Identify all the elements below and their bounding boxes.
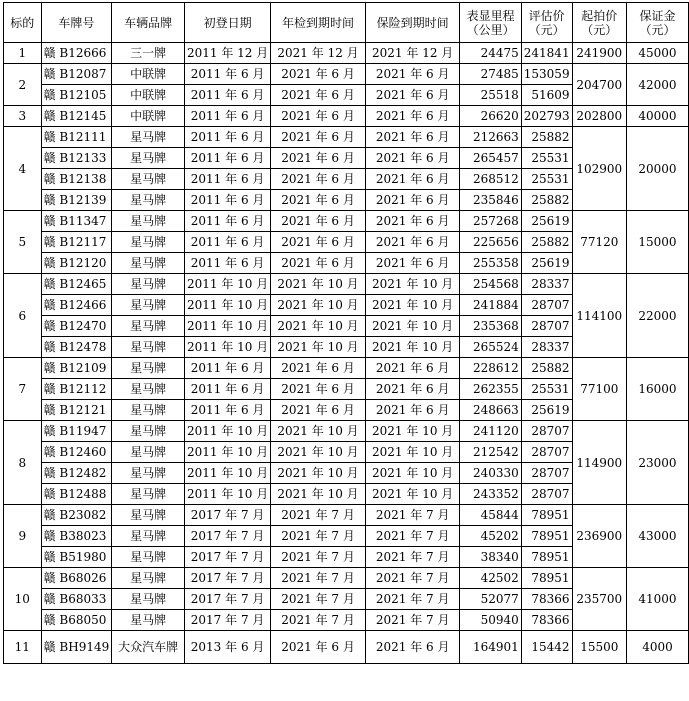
cell-plate: 赣 B12138 — [41, 169, 112, 190]
cell-inspection-due: 2021 年 6 月 — [271, 400, 366, 421]
cell-inspection-due: 2021 年 7 月 — [271, 547, 366, 568]
cell-deposit: 45000 — [626, 43, 688, 64]
cell-inspection-due: 2021 年 6 月 — [271, 631, 366, 664]
cell-estimate: 51609 — [521, 85, 572, 106]
cell-insurance-due: 2021 年 6 月 — [365, 106, 460, 127]
cell-mileage: 42502 — [460, 568, 521, 589]
cell-insurance-due: 2021 年 7 月 — [365, 526, 460, 547]
cell-lot-number: 4 — [4, 127, 42, 211]
header-brand: 车辆品牌 — [112, 3, 185, 43]
cell-lot-number: 1 — [4, 43, 42, 64]
cell-plate: 赣 B12105 — [41, 85, 112, 106]
cell-insurance-due: 2021 年 7 月 — [365, 568, 460, 589]
cell-mileage: 27485 — [460, 64, 521, 85]
header-insurance-due: 保险到期时间 — [365, 3, 460, 43]
cell-brand: 星马牌 — [112, 463, 185, 484]
cell-mileage: 235846 — [460, 190, 521, 211]
cell-brand: 星马牌 — [112, 211, 185, 232]
cell-brand: 星马牌 — [112, 400, 185, 421]
cell-mileage: 241120 — [460, 421, 521, 442]
cell-insurance-due: 2021 年 10 月 — [365, 463, 460, 484]
cell-mileage: 254568 — [460, 274, 521, 295]
cell-brand: 星马牌 — [112, 190, 185, 211]
cell-start-price: 77100 — [572, 358, 626, 421]
cell-registration-date: 2011 年 6 月 — [184, 148, 270, 169]
cell-estimate: 25882 — [521, 232, 572, 253]
cell-inspection-due: 2021 年 7 月 — [271, 526, 366, 547]
cell-brand: 星马牌 — [112, 610, 185, 631]
table-row — [4, 631, 689, 664]
cell-estimate: 25619 — [521, 400, 572, 421]
cell-registration-date: 2011 年 10 月 — [184, 421, 270, 442]
cell-insurance-due: 2021 年 6 月 — [365, 253, 460, 274]
cell-insurance-due: 2021 年 6 月 — [365, 631, 460, 664]
cell-lot-number: 2 — [4, 64, 42, 106]
cell-brand: 星马牌 — [112, 295, 185, 316]
table-row — [4, 421, 689, 442]
cell-mileage: 228612 — [460, 358, 521, 379]
cell-insurance-due: 2021 年 6 月 — [365, 127, 460, 148]
cell-estimate: 78951 — [521, 568, 572, 589]
cell-mileage: 255358 — [460, 253, 521, 274]
cell-brand: 星马牌 — [112, 316, 185, 337]
cell-insurance-due: 2021 年 10 月 — [365, 316, 460, 337]
cell-brand: 星马牌 — [112, 232, 185, 253]
cell-inspection-due: 2021 年 10 月 — [271, 295, 366, 316]
cell-brand: 星马牌 — [112, 127, 185, 148]
cell-inspection-due: 2021 年 6 月 — [271, 379, 366, 400]
cell-plate: 赣 B51980 — [41, 547, 112, 568]
cell-estimate: 28707 — [521, 316, 572, 337]
cell-mileage: 212663 — [460, 127, 521, 148]
cell-registration-date: 2011 年 6 月 — [184, 232, 270, 253]
cell-lot-number: 9 — [4, 505, 42, 568]
cell-registration-date: 2011 年 6 月 — [184, 211, 270, 232]
cell-insurance-due: 2021 年 7 月 — [365, 547, 460, 568]
cell-start-price: 114100 — [572, 274, 626, 358]
cell-deposit: 43000 — [626, 505, 688, 568]
cell-brand: 星马牌 — [112, 484, 185, 505]
cell-estimate: 25882 — [521, 127, 572, 148]
cell-insurance-due: 2021 年 6 月 — [365, 169, 460, 190]
cell-inspection-due: 2021 年 7 月 — [271, 568, 366, 589]
header-plate: 车牌号 — [41, 3, 112, 43]
cell-plate: 赣 B11347 — [41, 211, 112, 232]
cell-inspection-due: 2021 年 12 月 — [271, 43, 366, 64]
cell-brand: 星马牌 — [112, 358, 185, 379]
cell-mileage: 243352 — [460, 484, 521, 505]
cell-brand: 星马牌 — [112, 253, 185, 274]
cell-plate: 赣 B12465 — [41, 274, 112, 295]
cell-inspection-due: 2021 年 6 月 — [271, 358, 366, 379]
cell-mileage: 265457 — [460, 148, 521, 169]
cell-brand: 星马牌 — [112, 379, 185, 400]
cell-deposit: 15000 — [626, 211, 688, 274]
cell-inspection-due: 2021 年 6 月 — [271, 232, 366, 253]
cell-lot-number: 6 — [4, 274, 42, 358]
cell-estimate: 28337 — [521, 274, 572, 295]
cell-brand: 中联牌 — [112, 106, 185, 127]
table-row — [4, 106, 689, 127]
cell-registration-date: 2011 年 10 月 — [184, 463, 270, 484]
cell-deposit: 16000 — [626, 358, 688, 421]
table-row — [4, 505, 689, 526]
cell-deposit: 41000 — [626, 568, 688, 631]
cell-registration-date: 2017 年 7 月 — [184, 505, 270, 526]
cell-lot-number: 3 — [4, 106, 42, 127]
cell-insurance-due: 2021 年 10 月 — [365, 274, 460, 295]
cell-registration-date: 2011 年 6 月 — [184, 127, 270, 148]
cell-estimate: 28707 — [521, 421, 572, 442]
cell-plate: 赣 B12087 — [41, 64, 112, 85]
cell-start-price: 202800 — [572, 106, 626, 127]
cell-deposit: 42000 — [626, 64, 688, 106]
cell-lot-number: 11 — [4, 631, 42, 664]
cell-estimate: 25531 — [521, 148, 572, 169]
cell-plate: 赣 B68050 — [41, 610, 112, 631]
cell-brand: 星马牌 — [112, 526, 185, 547]
auction-lot-table — [3, 2, 689, 664]
cell-registration-date: 2011 年 6 月 — [184, 169, 270, 190]
cell-start-price: 236900 — [572, 505, 626, 568]
cell-plate: 赣 B12666 — [41, 43, 112, 64]
cell-plate: 赣 B68026 — [41, 568, 112, 589]
cell-mileage: 225656 — [460, 232, 521, 253]
cell-insurance-due: 2021 年 6 月 — [365, 232, 460, 253]
cell-insurance-due: 2021 年 10 月 — [365, 295, 460, 316]
cell-registration-date: 2017 年 7 月 — [184, 526, 270, 547]
cell-deposit: 20000 — [626, 127, 688, 211]
cell-estimate: 15442 — [521, 631, 572, 664]
cell-plate: 赣 B12111 — [41, 127, 112, 148]
cell-start-price: 77120 — [572, 211, 626, 274]
cell-registration-date: 2011 年 6 月 — [184, 358, 270, 379]
cell-estimate: 241841 — [521, 43, 572, 64]
cell-mileage: 248663 — [460, 400, 521, 421]
cell-mileage: 164901 — [460, 631, 521, 664]
cell-registration-date: 2011 年 6 月 — [184, 64, 270, 85]
cell-insurance-due: 2021 年 7 月 — [365, 505, 460, 526]
cell-insurance-due: 2021 年 12 月 — [365, 43, 460, 64]
cell-plate: 赣 B12139 — [41, 190, 112, 211]
cell-lot-number: 5 — [4, 211, 42, 274]
cell-mileage: 268512 — [460, 169, 521, 190]
header-inspection-due: 年检到期时间 — [271, 3, 366, 43]
cell-mileage: 265524 — [460, 337, 521, 358]
cell-estimate: 25619 — [521, 253, 572, 274]
cell-mileage: 50940 — [460, 610, 521, 631]
cell-inspection-due: 2021 年 10 月 — [271, 316, 366, 337]
cell-brand: 中联牌 — [112, 64, 185, 85]
cell-estimate: 25882 — [521, 358, 572, 379]
cell-mileage: 52077 — [460, 589, 521, 610]
cell-mileage: 257268 — [460, 211, 521, 232]
cell-mileage: 241884 — [460, 295, 521, 316]
table-body — [4, 43, 689, 664]
cell-registration-date: 2017 年 7 月 — [184, 610, 270, 631]
cell-inspection-due: 2021 年 10 月 — [271, 484, 366, 505]
cell-registration-date: 2011 年 6 月 — [184, 190, 270, 211]
cell-plate: 赣 B38023 — [41, 526, 112, 547]
cell-brand: 星马牌 — [112, 148, 185, 169]
cell-insurance-due: 2021 年 10 月 — [365, 442, 460, 463]
cell-registration-date: 2011 年 6 月 — [184, 379, 270, 400]
cell-insurance-due: 2021 年 7 月 — [365, 589, 460, 610]
cell-insurance-due: 2021 年 6 月 — [365, 148, 460, 169]
cell-insurance-due: 2021 年 7 月 — [365, 610, 460, 631]
cell-insurance-due: 2021 年 6 月 — [365, 64, 460, 85]
cell-plate: 赣 B12488 — [41, 484, 112, 505]
cell-brand: 中联牌 — [112, 85, 185, 106]
cell-estimate: 78951 — [521, 505, 572, 526]
cell-deposit: 22000 — [626, 274, 688, 358]
cell-mileage: 240330 — [460, 463, 521, 484]
cell-mileage: 45844 — [460, 505, 521, 526]
cell-registration-date: 2011 年 10 月 — [184, 337, 270, 358]
cell-insurance-due: 2021 年 6 月 — [365, 379, 460, 400]
cell-plate: 赣 B23082 — [41, 505, 112, 526]
cell-registration-date: 2011 年 6 月 — [184, 85, 270, 106]
table-row — [4, 568, 689, 589]
cell-deposit: 23000 — [626, 421, 688, 505]
cell-estimate: 25531 — [521, 379, 572, 400]
cell-registration-date: 2011 年 10 月 — [184, 484, 270, 505]
table-row — [4, 358, 689, 379]
cell-estimate: 202793 — [521, 106, 572, 127]
cell-estimate: 153059 — [521, 64, 572, 85]
cell-inspection-due: 2021 年 10 月 — [271, 463, 366, 484]
cell-estimate: 78951 — [521, 547, 572, 568]
cell-inspection-due: 2021 年 6 月 — [271, 64, 366, 85]
cell-plate: 赣 B12133 — [41, 148, 112, 169]
cell-mileage: 45202 — [460, 526, 521, 547]
cell-plate: 赣 B68033 — [41, 589, 112, 610]
cell-start-price: 102900 — [572, 127, 626, 211]
header-start-price: 起拍价（元） — [572, 3, 626, 43]
cell-estimate: 25531 — [521, 169, 572, 190]
cell-insurance-due: 2021 年 6 月 — [365, 190, 460, 211]
cell-inspection-due: 2021 年 7 月 — [271, 610, 366, 631]
table-row — [4, 43, 689, 64]
cell-registration-date: 2011 年 10 月 — [184, 274, 270, 295]
cell-brand: 星马牌 — [112, 568, 185, 589]
header-registration-date: 初登日期 — [184, 3, 270, 43]
cell-lot-number: 10 — [4, 568, 42, 631]
cell-inspection-due: 2021 年 7 月 — [271, 505, 366, 526]
cell-plate: 赣 B12482 — [41, 463, 112, 484]
cell-mileage: 235368 — [460, 316, 521, 337]
cell-estimate: 28707 — [521, 295, 572, 316]
cell-plate: 赣 BH9149 — [41, 631, 112, 664]
header-row — [4, 3, 689, 43]
cell-registration-date: 2017 年 7 月 — [184, 547, 270, 568]
header-lot: 标的 — [4, 3, 42, 43]
cell-plate: 赣 B12478 — [41, 337, 112, 358]
cell-brand: 三一牌 — [112, 43, 185, 64]
cell-registration-date: 2011 年 6 月 — [184, 253, 270, 274]
cell-inspection-due: 2021 年 10 月 — [271, 274, 366, 295]
cell-inspection-due: 2021 年 6 月 — [271, 169, 366, 190]
cell-estimate: 28707 — [521, 484, 572, 505]
cell-brand: 大众汽车牌 — [112, 631, 185, 664]
cell-plate: 赣 B12121 — [41, 400, 112, 421]
cell-registration-date: 2011 年 10 月 — [184, 442, 270, 463]
cell-estimate: 25882 — [521, 190, 572, 211]
cell-estimate: 28337 — [521, 337, 572, 358]
cell-registration-date: 2017 年 7 月 — [184, 568, 270, 589]
cell-mileage: 26620 — [460, 106, 521, 127]
cell-inspection-due: 2021 年 6 月 — [271, 106, 366, 127]
table-row — [4, 64, 689, 85]
cell-plate: 赣 B12460 — [41, 442, 112, 463]
cell-brand: 星马牌 — [112, 442, 185, 463]
cell-brand: 星马牌 — [112, 505, 185, 526]
cell-inspection-due: 2021 年 10 月 — [271, 442, 366, 463]
header-mileage: 表显里程（公里） — [460, 3, 521, 43]
cell-inspection-due: 2021 年 6 月 — [271, 148, 366, 169]
table-row — [4, 127, 689, 148]
cell-inspection-due: 2021 年 6 月 — [271, 190, 366, 211]
cell-inspection-due: 2021 年 10 月 — [271, 421, 366, 442]
table-row — [4, 274, 689, 295]
cell-registration-date: 2011 年 6 月 — [184, 400, 270, 421]
cell-insurance-due: 2021 年 6 月 — [365, 358, 460, 379]
cell-estimate: 28707 — [521, 442, 572, 463]
cell-insurance-due: 2021 年 10 月 — [365, 337, 460, 358]
cell-insurance-due: 2021 年 6 月 — [365, 85, 460, 106]
cell-plate: 赣 B12145 — [41, 106, 112, 127]
cell-brand: 星马牌 — [112, 421, 185, 442]
cell-brand: 星马牌 — [112, 337, 185, 358]
cell-mileage: 262355 — [460, 379, 521, 400]
cell-start-price: 241900 — [572, 43, 626, 64]
cell-registration-date: 2011 年 10 月 — [184, 295, 270, 316]
cell-plate: 赣 B12470 — [41, 316, 112, 337]
cell-plate: 赣 B12109 — [41, 358, 112, 379]
cell-insurance-due: 2021 年 10 月 — [365, 421, 460, 442]
cell-inspection-due: 2021 年 6 月 — [271, 85, 366, 106]
cell-start-price: 235700 — [572, 568, 626, 631]
cell-deposit: 40000 — [626, 106, 688, 127]
cell-plate: 赣 B12112 — [41, 379, 112, 400]
cell-deposit: 4000 — [626, 631, 688, 664]
cell-brand: 星马牌 — [112, 274, 185, 295]
cell-plate: 赣 B12466 — [41, 295, 112, 316]
cell-inspection-due: 2021 年 6 月 — [271, 253, 366, 274]
cell-estimate: 78951 — [521, 526, 572, 547]
cell-plate: 赣 B12117 — [41, 232, 112, 253]
cell-registration-date: 2017 年 7 月 — [184, 589, 270, 610]
table-header — [4, 3, 689, 43]
cell-brand: 星马牌 — [112, 589, 185, 610]
cell-mileage: 212542 — [460, 442, 521, 463]
cell-estimate: 78366 — [521, 610, 572, 631]
cell-inspection-due: 2021 年 7 月 — [271, 589, 366, 610]
cell-start-price: 114900 — [572, 421, 626, 505]
cell-registration-date: 2011 年 6 月 — [184, 106, 270, 127]
cell-inspection-due: 2021 年 6 月 — [271, 127, 366, 148]
cell-start-price: 204700 — [572, 64, 626, 106]
cell-estimate: 28707 — [521, 463, 572, 484]
cell-inspection-due: 2021 年 10 月 — [271, 337, 366, 358]
cell-brand: 星马牌 — [112, 547, 185, 568]
cell-inspection-due: 2021 年 6 月 — [271, 211, 366, 232]
cell-registration-date: 2013 年 6 月 — [184, 631, 270, 664]
cell-plate: 赣 B12120 — [41, 253, 112, 274]
cell-registration-date: 2011 年 12 月 — [184, 43, 270, 64]
cell-lot-number: 7 — [4, 358, 42, 421]
cell-mileage: 25518 — [460, 85, 521, 106]
cell-start-price: 15500 — [572, 631, 626, 664]
header-estimate: 评估价（元） — [521, 3, 572, 43]
cell-estimate: 78366 — [521, 589, 572, 610]
cell-estimate: 25619 — [521, 211, 572, 232]
cell-mileage: 38340 — [460, 547, 521, 568]
table-row — [4, 211, 689, 232]
cell-insurance-due: 2021 年 10 月 — [365, 484, 460, 505]
cell-registration-date: 2011 年 10 月 — [184, 316, 270, 337]
cell-mileage: 24475 — [460, 43, 521, 64]
cell-plate: 赣 B11947 — [41, 421, 112, 442]
cell-insurance-due: 2021 年 6 月 — [365, 211, 460, 232]
header-deposit: 保证金（元） — [626, 3, 688, 43]
cell-lot-number: 8 — [4, 421, 42, 505]
cell-brand: 星马牌 — [112, 169, 185, 190]
cell-insurance-due: 2021 年 6 月 — [365, 400, 460, 421]
